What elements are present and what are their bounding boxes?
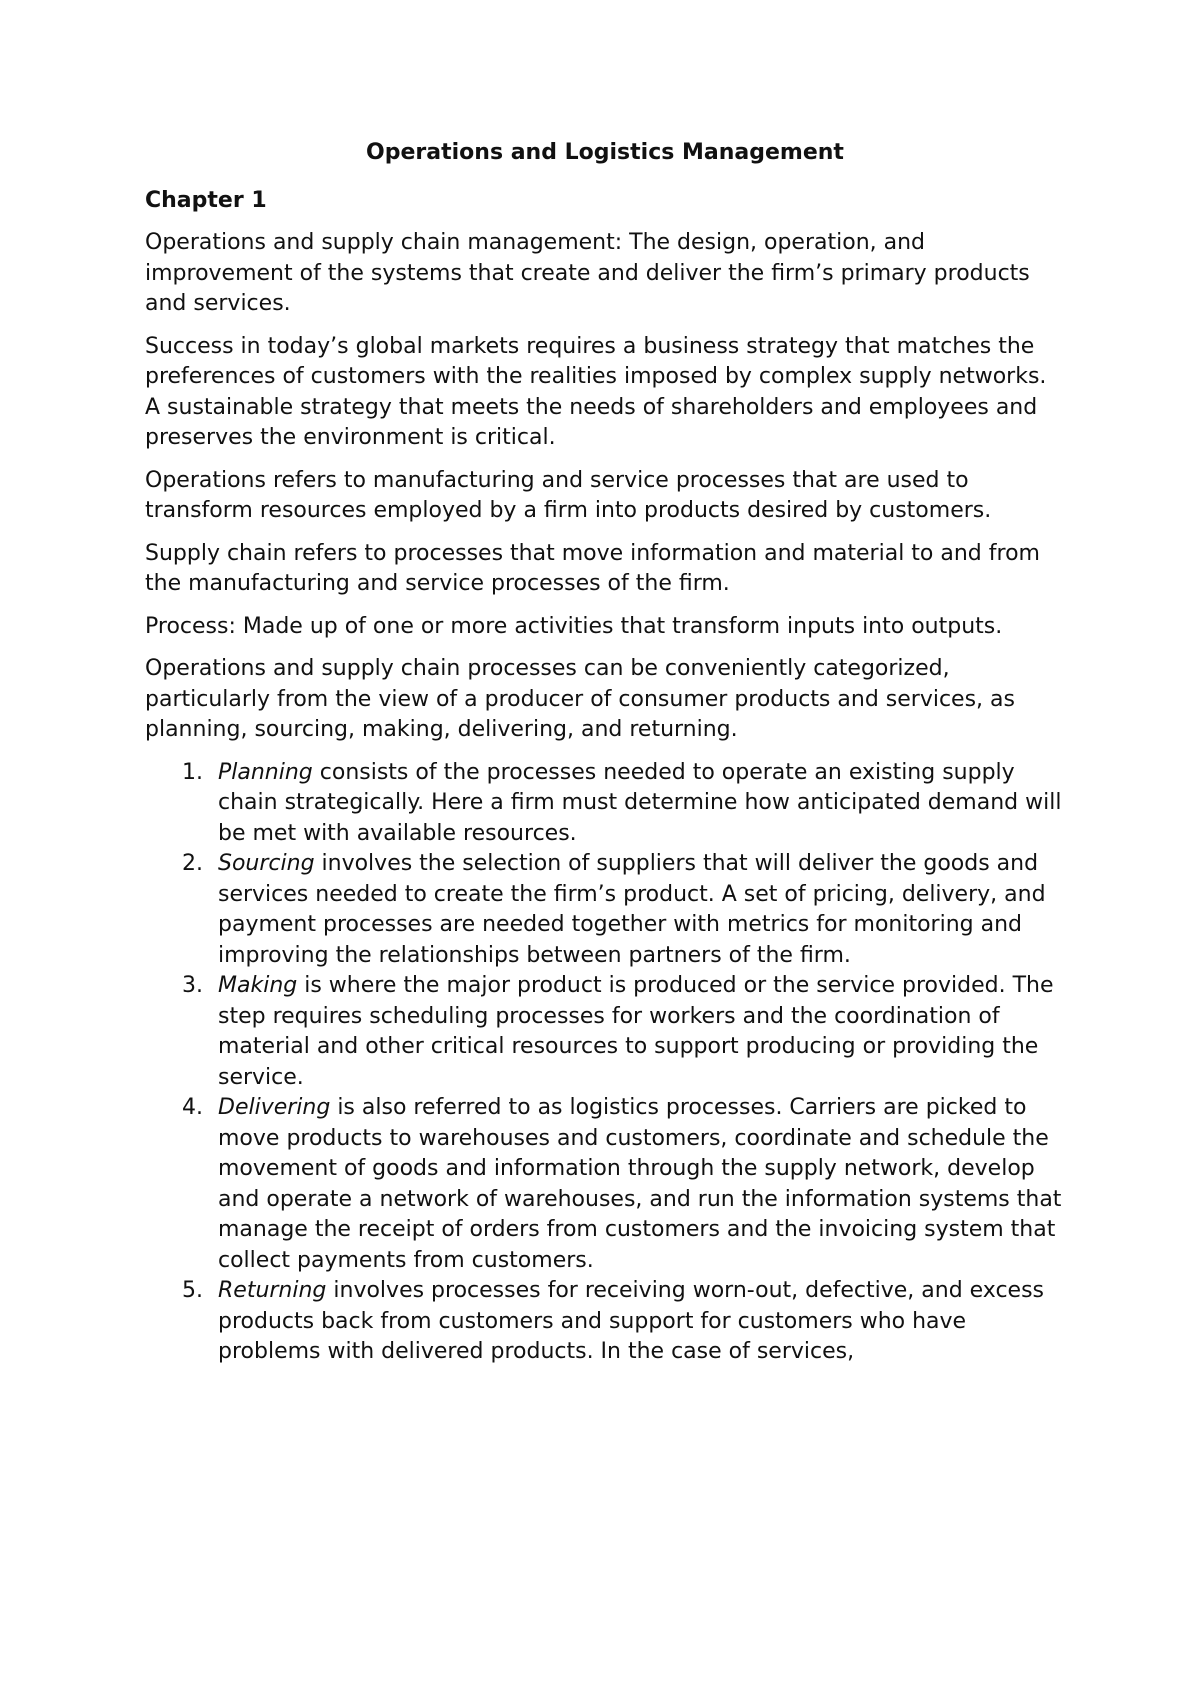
list-text: consists of the processes needed to operate an existing supply chain strategically. Here a firm must determine how anticipated demand will be met with available resources. bbox=[218, 759, 1062, 846]
list-number: 1. bbox=[182, 759, 203, 785]
document-title: Operations and Logistics Management bbox=[366, 140, 844, 165]
document-page bbox=[145, 138, 1065, 1368]
list-term: Delivering bbox=[218, 1095, 331, 1120]
list-item bbox=[145, 758, 1065, 850]
list-item bbox=[145, 971, 1065, 1093]
list-text: involves processes for receiving worn-out, defective, and excess products back from customers and support for customers who have problems with delivered products. In the case of services, bbox=[218, 1278, 1044, 1364]
paragraph-definition: Operations and supply chain management: The design, operation, and improvement of the systems that create and deliver the firm’s primary products and services. bbox=[145, 230, 1030, 316]
paragraph-supply-chain: Supply chain refers to processes that move information and material to and from the manufacturing and service processes of the firm. bbox=[145, 540, 1040, 596]
list-number: 4. bbox=[182, 1095, 203, 1120]
list-term: Returning bbox=[218, 1278, 327, 1303]
paragraph-operations: Operations refers to manufacturing and service processes that are used to transform resources employed by a firm into products desired by customers. bbox=[145, 467, 992, 523]
list-number: 3. bbox=[182, 973, 203, 998]
list-term: Sourcing bbox=[218, 851, 315, 876]
paragraph-strategy: Success in today’s global markets requires a business strategy that matches the preferences of customers with the realities imposed by complex supply networks. A sustainable strategy that meets the needs of shareholders and employees and preserves the environment is critical. bbox=[145, 333, 1047, 450]
list-item bbox=[145, 1276, 1065, 1368]
list-term: Planning bbox=[218, 759, 313, 785]
list-item bbox=[145, 849, 1065, 971]
list-item bbox=[145, 1093, 1065, 1276]
list-number: 5. bbox=[182, 1278, 203, 1303]
list-text: involves the selection of suppliers that will deliver the goods and services needed to create the firm’s product. A set of pricing, delivery, and payment processes are needed together with metrics for monitoring and improving the relationships between partners of the firm. bbox=[218, 851, 1046, 968]
list-text: is where the major product is produced or the service provided. The step requires scheduling processes for workers and the coordination of material and other critical resources to support producing or providing the service. bbox=[218, 973, 1054, 1090]
chapter-heading: Chapter 1 bbox=[145, 188, 267, 213]
process-category-list bbox=[145, 758, 1065, 1368]
paragraph-process: Process: Made up of one or more activities that transform inputs into outputs. bbox=[145, 613, 1003, 639]
list-number: 2. bbox=[182, 851, 203, 876]
list-term: Making bbox=[218, 973, 298, 998]
list-text: is also referred to as logistics processes. Carriers are picked to move products to warehouses and customers, coordinate and schedule the movement of goods and information through the supply network, develop and operate a network of warehouses, and run the information systems that manage the receipt of orders from customers and the invoicing system that collect payments from customers. bbox=[218, 1095, 1062, 1273]
paragraph-categories: Operations and supply chain processes can be conveniently categorized, particularly from the view of a producer of consumer products and services, as planning, sourcing, making, delivering, and returning. bbox=[145, 656, 1015, 742]
